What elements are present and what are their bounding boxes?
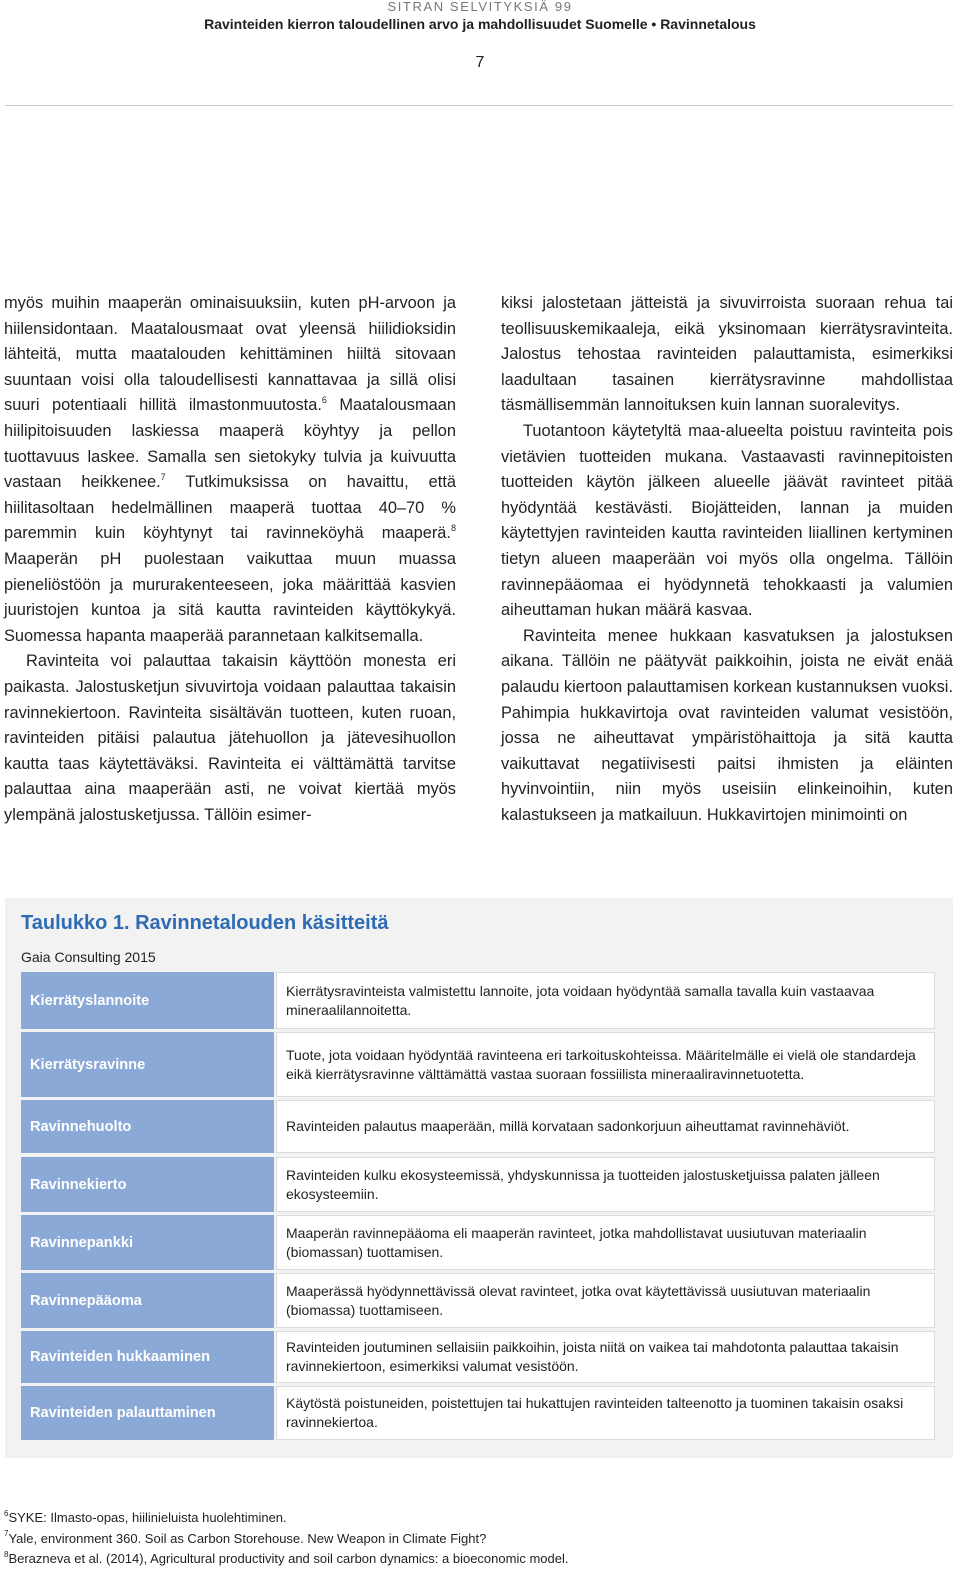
term-cell: Kierrätysravinne	[21, 1032, 274, 1097]
term-cell: Ravinnepääoma	[21, 1273, 274, 1328]
paragraph: Tuotantoon käytetyltä maa-alueelta poistuu ravinteita pois vietävien tuotteiden mukana. Vastaavasti ravinnepitoisten tuotteiden käytön jälkeen alueelle jäävät ravinteet pitää hyödyntää kestävästi. Biojätteiden, lannan ja muiden käytettyjen ravinteiden kautta ravinteiden liiallinen kertyminen tietyn alueen maaperään voi myös olla ongelma. Tällöin ravinnepääomaa ei hyödynnetä tehokkaasti ja valumien aiheuttaman hukan määrä kasvaa.	[501, 421, 953, 620]
term-cell: Ravinnehuolto	[21, 1100, 274, 1153]
definition-cell: Ravinteiden joutuminen sellaisiin paikkoihin, joista niitä on vaikea tai mahdotonta palauttaa takaisin ravinnekiertoon, esimerkiksi valumat vesistöön.	[276, 1331, 935, 1383]
term-cell: Ravinnepankki	[21, 1215, 274, 1270]
term-cell: Ravinnekierto	[21, 1157, 274, 1212]
footnote: $^8$Berazneva et al. (2014), Agricultural productivity and soil carbon dynamics: a bioeconomic model.	[4, 1549, 569, 1566]
footnote-ref-7[interactable]: 7	[160, 471, 166, 482]
footnote: $^7$Yale, environment 360. Soil as Carbon Storehouse. New Weapon in Climate Fight?	[4, 1529, 487, 1546]
publication-series: SITRAN SELVITYKSIÄ 99	[387, 0, 573, 14]
definition-cell: Käytöstä poistuneiden, poistettujen tai hukattujen ravinteiden talteenotto ja tuominen takaisin osaksi ravinnekiertoa.	[276, 1386, 935, 1440]
table-row	[21, 1273, 935, 1328]
footnote: $^6$SYKE: Ilmasto-opas, hiilinieluista huolehtiminen.	[4, 1508, 287, 1525]
footnote-ref-8[interactable]: 8	[450, 522, 456, 533]
running-title: Ravinteiden kierron taloudellinen arvo ja mahdollisuudet Suomelle • Ravinnetalous	[204, 16, 756, 32]
table-row	[21, 1032, 935, 1097]
footnote-ref-6[interactable]: 6	[321, 394, 327, 405]
definition-cell: Ravinteiden kulku ekosysteemissä, yhdyskunnissa ja tuotteiden jalostusketjuissa palaten jälleen ekosysteemiin.	[276, 1157, 935, 1212]
paragraph: Ravinteita menee hukkaan kasvatuksen ja jalostuksen aikana. Tällöin ne päätyvät paikkoihin, joista ne eivät enää palaudu kiertoon palauttamisen korkean kustannuksen vuoksi. Pahimpia hukkavirtoja ovat ravinteiden valumat vesistöön, jossa ne aiheuttavat ympäristöhaittoja ja sitä kautta vaikuttavat negatiivisesti paitsi ihmisten ja eläinten hyvinvointiin, niin myös useisiin elinkeinoihin, kuten kalastukseen ja matkailuun. Hukkavirtojen minimointi on	[501, 626, 953, 824]
definition-cell: Tuote, jota voidaan hyödyntää ravinteena eri tarkoituskohteissa. Määritelmälle ei vielä ole standardeja eikä kierrätysravinne välttämättä vastaa suoraan fossiilista mineraaliravinnetuotetta.	[276, 1032, 935, 1097]
right-text-column	[501, 291, 953, 828]
table-source: Gaia Consulting 2015	[21, 949, 156, 965]
table-row	[21, 1100, 935, 1153]
definition-cell: Maaperän ravinnepääoma eli maaperän ravinteet, jotka mahdollistavat uusiutuvan materiaalin (biomassan) tuottamisen.	[276, 1215, 935, 1270]
footnotes	[4, 1508, 954, 1570]
paragraph: myös muihin maaperän ominaisuuksiin, kuten pH-arvoon ja hiilensidontaan. Maatalousmaat ovat yleensä hiilidioksidin lähteitä, mutta maatalouden kehittäminen hiiltä sitovaan suuntaan voisi olla taloudellisesti kannattavaa ja sillä olisi suuri potentiaali hillitä ilmastonmuutosta.$^6$ Maatalousmaan hiilipitoisuuden laskiessa maaperä köyhtyy ja pellon tuottavuus laskee. Samalla sen sietokyky tulvia ja kuivuutta vastaan heikkenee.$^7$ Tutkimuksissa on havaittu, että hiilitasoltaan hedelmällinen maaperä tuottaa 40–70 % paremmin kuin köyhtynyt tai ravinneköyhä maaperä.$^8$ Maaperän pH puolestaan vaikuttaa muun muassa pieneliöstöön ja mururakenteeseen, joka määrittää kasvien juuristojen kuntoa ja sitä kautta ravinteiden käyttökykyä. Suomessa hapanta maaperää parannetaan kalkitsemalla.	[4, 294, 456, 645]
term-cell: Kierrätyslannoite	[21, 972, 274, 1029]
table-row	[21, 1331, 935, 1383]
table-row	[21, 1157, 935, 1212]
definition-cell: Ravinteiden palautus maaperään, millä korvataan sadonkorjuun aiheuttamat ravinnehäviöt.	[276, 1100, 935, 1153]
paragraph: Ravinteita voi palauttaa takaisin käyttöön monesta eri paikasta. Jalostusketjun sivuvirtoja voidaan palauttaa takaisin ravinnekiertoon. Ravinteita sisältävän tuotteen, kuten ruoan, ravinteiden pitäisi palautua jätehuollon ja jätevesihuollon kautta taas käytettäväksi. Ravinteita ei välttämättä tarvitse palauttaa aina maaperään asti, ne voivat kiertää myös ylempänä jalostusketjussa. Tällöin esimer-	[4, 652, 456, 824]
header-divider	[5, 105, 953, 106]
left-text-column	[4, 291, 456, 828]
table-title: Taulukko 1. Ravinnetalouden käsitteitä	[21, 912, 389, 934]
definition-cell: Kierrätysravinteista valmistettu lannoite, jota voidaan hyödyntää samalla tavalla kuin vastaavaa mineraalilannoitetta.	[276, 972, 935, 1029]
term-cell: Ravinteiden palauttaminen	[21, 1386, 274, 1440]
paragraph: kiksi jalostetaan jätteistä ja sivuvirroista suoraan rehua tai teollisuuskemikaaleja, eikä yksinomaan kierrätysravinteita. Jalostus tehostaa ravinteiden palauttamista, esimerkiksi laadultaan tasainen kierrätysravinne mahdollistaa täsmällisemmän lannoituksen kuin lannan suoralevitys.	[501, 294, 953, 415]
table-row	[21, 972, 935, 1029]
table-row	[21, 1386, 935, 1440]
definition-cell: Maaperässä hyödynnettävissä olevat ravinteet, jotka ovat käytettävissä uusiutuvan materiaalin (biomassa) tuottamiseen.	[276, 1273, 935, 1328]
page-number: 7	[475, 54, 485, 71]
table-row	[21, 1215, 935, 1270]
term-cell: Ravinteiden hukkaaminen	[21, 1331, 274, 1383]
